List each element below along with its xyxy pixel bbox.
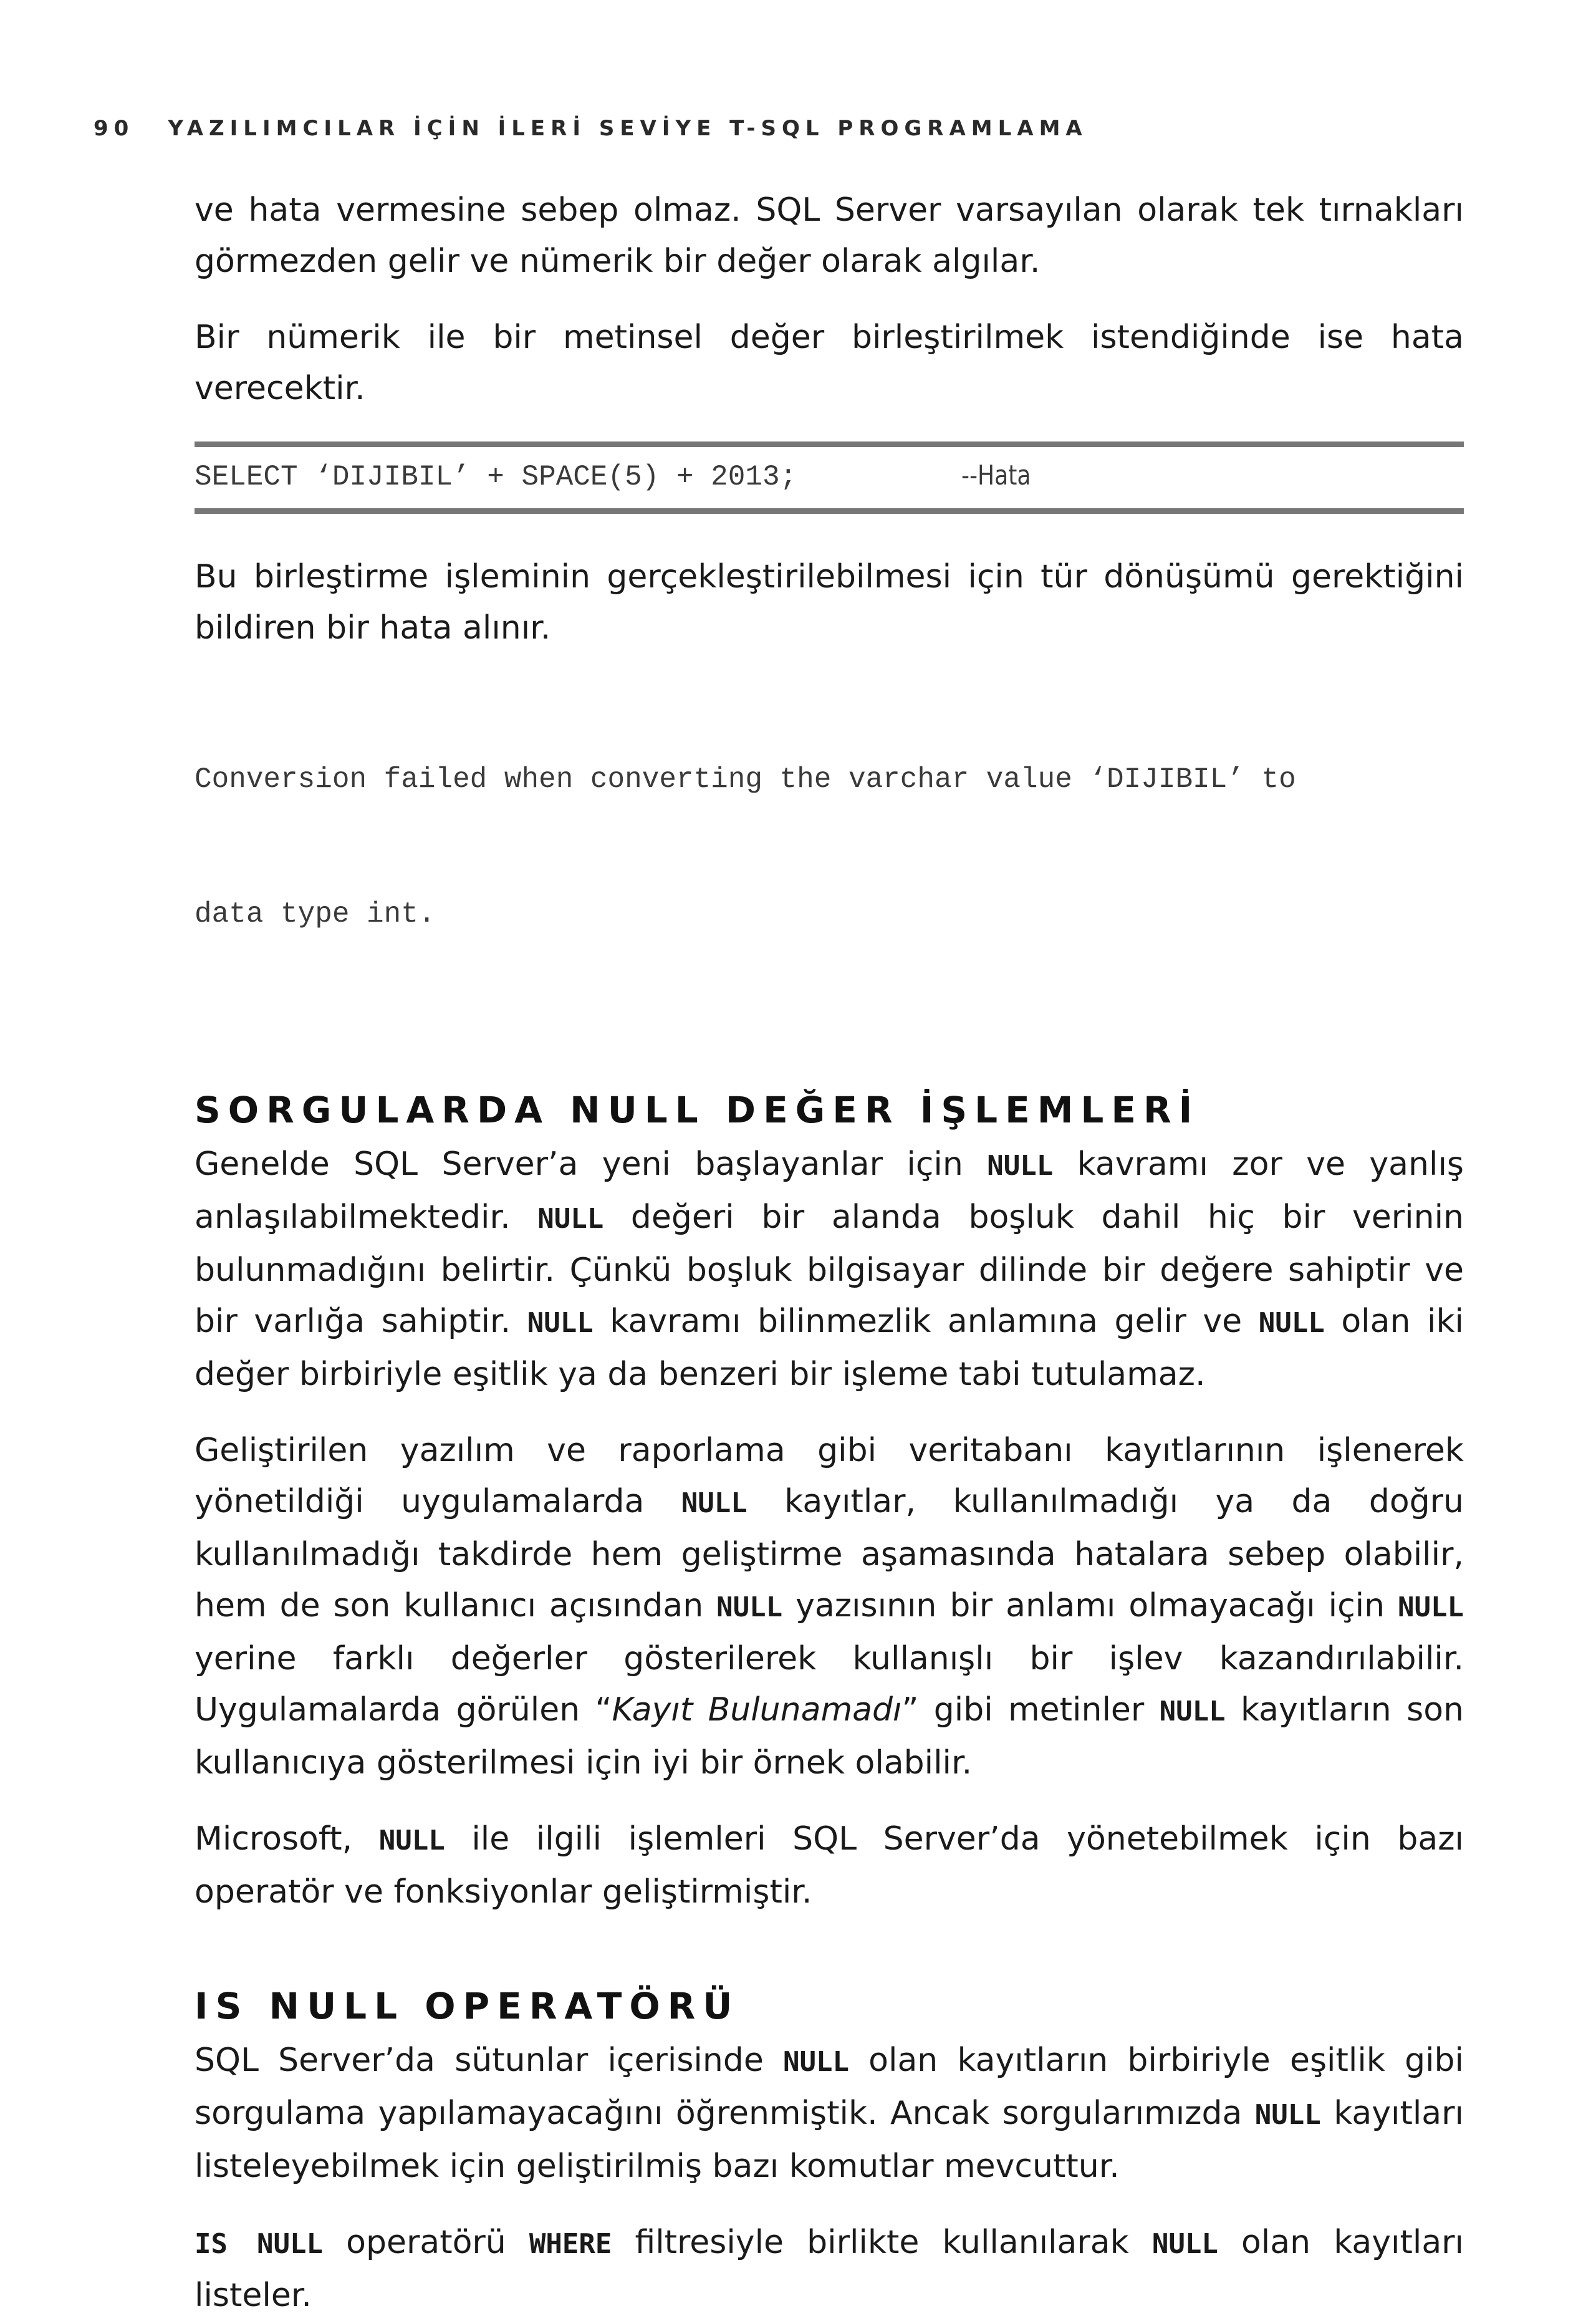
code-null: NULL	[1398, 1591, 1464, 1623]
text: operatörü	[323, 2224, 529, 2261]
code-null: NULL	[716, 1591, 783, 1623]
section-title-is-null-operator: IS NULL OPERATÖRÜ	[195, 1985, 740, 2027]
book-title: YAZILIMCILAR İÇİN İLERİ SEVİYE T-SQL PROGRAMLAMA	[168, 116, 1088, 141]
text: ile ilgili işlemleri SQL Server’da yönetebilmek için bazı operatör ve fonksiyonlar geliştirmiştir.	[195, 1820, 1464, 1911]
text: kayıtları listeleyebilmek için geliştirilmiş bazı komutlar mevcuttur.	[195, 2095, 1464, 2185]
code-comment: --Hata	[961, 460, 1031, 491]
italic-text: Kayıt Bulunamadı	[612, 1691, 902, 1729]
code-line: SELECT ‘DIJIBIL’ + SPACE(5) + 2013;	[195, 461, 797, 493]
text: kayıtların son kullanıcıya gösterilmesi için iyi bir örnek olabilir.	[195, 1691, 1464, 1782]
text: olan kayıtları listeler.	[195, 2224, 1464, 2314]
text: Genelde SQL Server’a yeni başlayanlar için	[195, 1146, 988, 1183]
section1-paragraph-3	[195, 1813, 1464, 1918]
section1-paragraph-1	[195, 1139, 1464, 1400]
code-null: NULL	[783, 2046, 849, 2078]
code-null: NULL	[987, 1150, 1054, 1182]
intro-paragraph-1: ve hata vermesine sebep olmaz. SQL Server varsayılan olarak tek tırnakları görmezden gelir ve nümerik bir değer olarak algılar.	[195, 191, 1464, 280]
running-header	[94, 116, 1088, 141]
code-null: NULL	[378, 1825, 445, 1856]
text: değeri bir alanda boşluk dahil hiç bir verinin bulunmadığını belirtir. Çünkü boşluk bilgisayar dilinde bir değere sahiptir ve bir varlığa sahiptir.	[195, 1199, 1464, 1340]
code-null: NULL	[527, 1307, 594, 1339]
error-message-line-1: Conversion failed when converting the varchar value ‘DIJIBIL’ to	[195, 763, 1296, 796]
code-block	[195, 442, 1464, 514]
text: Geliştirilen yazılım ve raporlama gibi veritabanı kayıtlarının işlenerek yönetildiği uygulamalarda	[195, 1432, 1464, 1520]
text: ” gibi metinler	[901, 1691, 1160, 1729]
section-title-null-operations: SORGULARDA NULL DEĞER İŞLEMLERİ	[195, 1089, 1200, 1131]
text: yerine farklı değerler gösterilerek kullanışlı bir işlev kazandırılabilir. Uygulamalarda görülen “	[195, 1640, 1464, 1729]
text: olan kayıtların birbiriyle eşitlik gibi sorgulama yapılamayacağını öğrenmiştik. Ancak sorgularımızda	[195, 2042, 1464, 2132]
page-number: 90	[94, 116, 135, 141]
code-is-null: IS NULL	[195, 2228, 324, 2260]
code-where: WHERE	[529, 2228, 612, 2260]
text: kavramı zor ve yanlış anlaşılabilmektedir.	[195, 1146, 1464, 1236]
text: Microsoft,	[195, 1820, 379, 1858]
code-null: NULL	[1254, 2099, 1321, 2131]
code-null: NULL	[1151, 2228, 1218, 2260]
text: olan iki değer birbiriyle eşitlik ya da benzeri bir işleme tabi tutulamaz.	[195, 1303, 1464, 1393]
text: kayıtlar, kullanılmadığı ya da doğru kullanılmadığı takdirde hem geliştirme aşamasında hatalara sebep olabilir, hem de son kullanıcı açısından	[195, 1483, 1464, 1624]
code-null: NULL	[1258, 1307, 1325, 1339]
code-null: NULL	[1159, 1696, 1226, 1727]
page-content	[195, 185, 1464, 2321]
text: SQL Server’da sütunlar içerisinde	[195, 2042, 784, 2079]
section1-paragraph-2	[195, 1425, 1464, 1788]
code-null: NULL	[681, 1487, 748, 1519]
text: yazısının bir anlamı olmayacağı için	[782, 1587, 1398, 1624]
section2-paragraph-1	[195, 2035, 1464, 2192]
text: kavramı bilinmezlik anlamına gelir ve	[593, 1303, 1259, 1340]
error-message	[195, 667, 1464, 1026]
error-message-line-2: data type int.	[195, 898, 436, 930]
text: filtresiyle birlikte kullanılarak	[612, 2224, 1152, 2261]
error-intro-paragraph: Bu birleştirme işleminin gerçekleştirilebilmesi için tür dönüşümü gerektiğini bildiren bir hata alınır.	[195, 558, 1464, 647]
intro-paragraph-2: Bir nümerik ile bir metinsel değer birleştirilmek istendiğinde ise hata verecektir.	[195, 319, 1464, 407]
section2-paragraph-2	[195, 2217, 1464, 2321]
code-null: NULL	[537, 1203, 604, 1235]
